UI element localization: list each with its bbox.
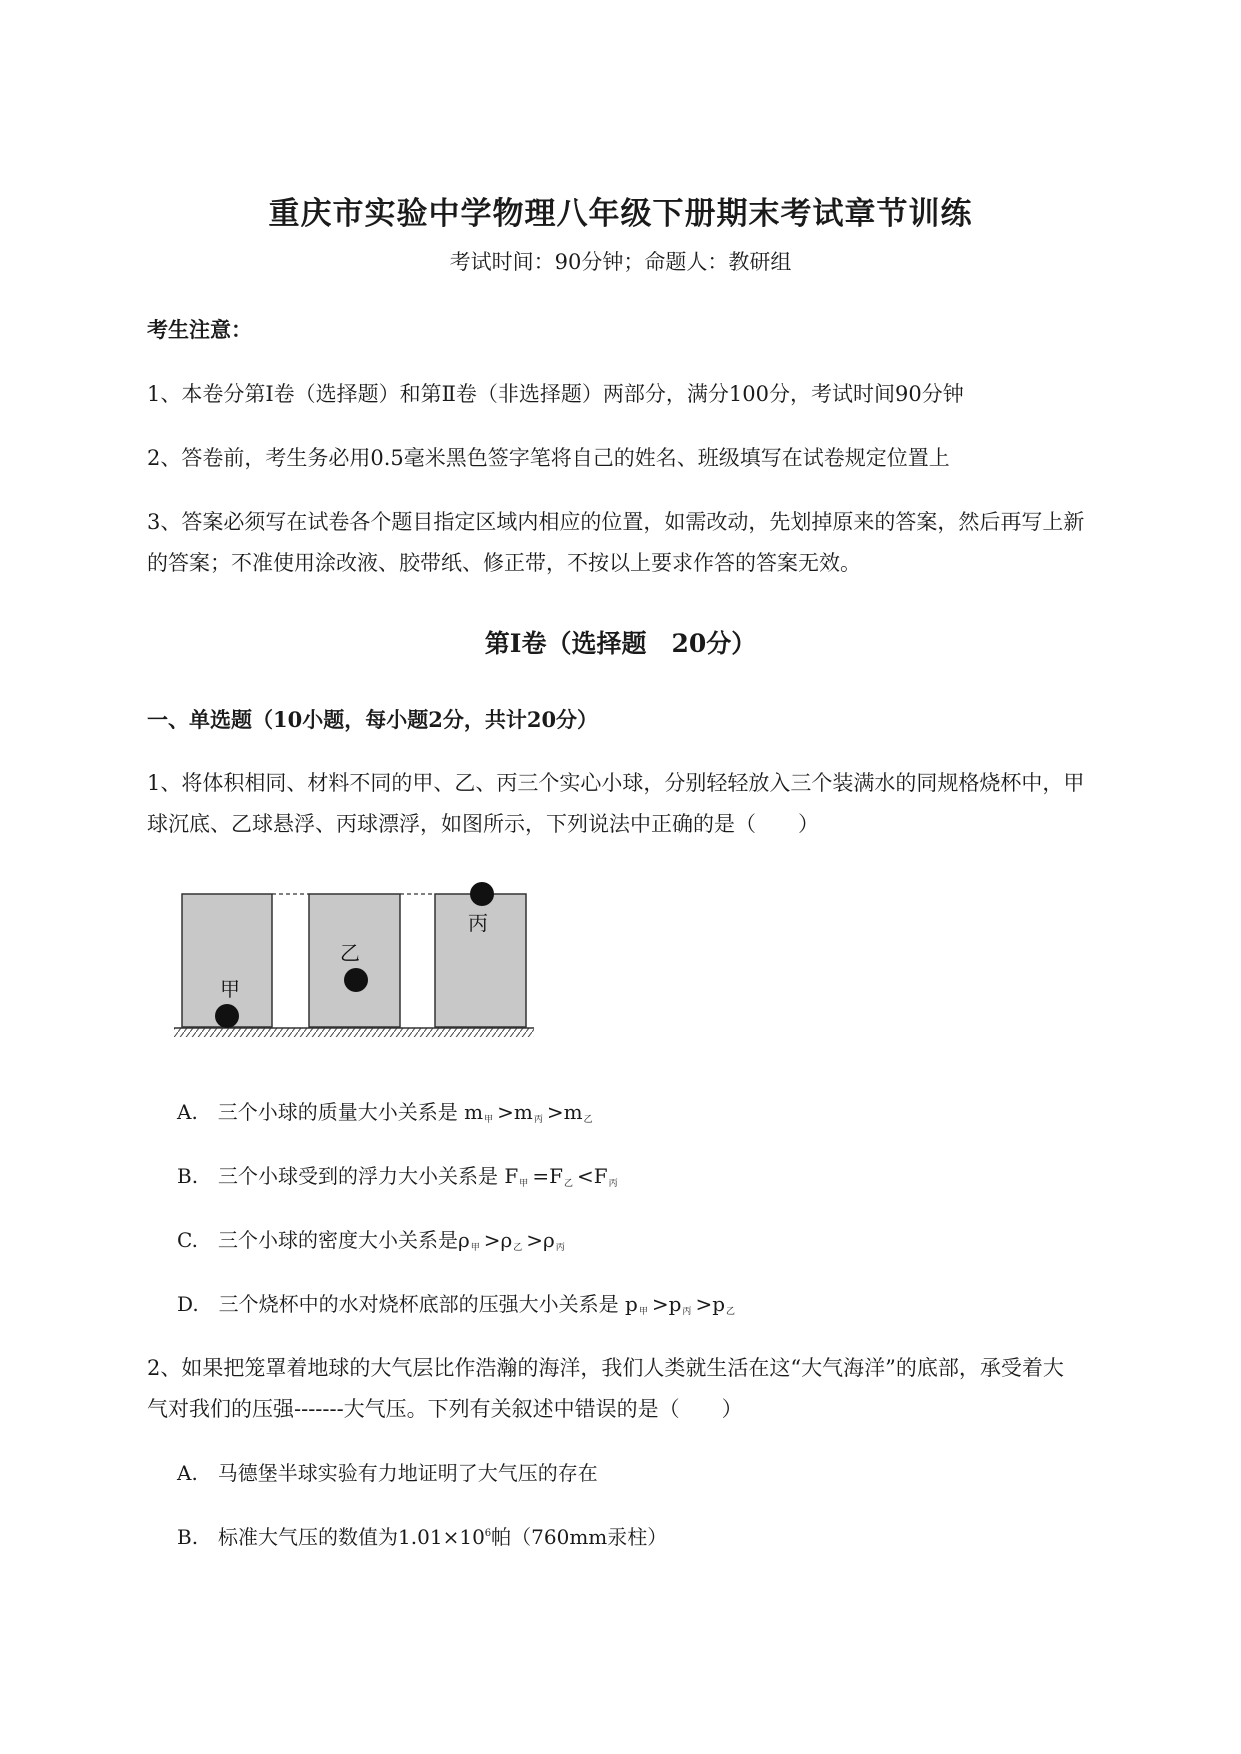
notice-item-1: 1、本卷分第I卷（选择题）和第Ⅱ卷（非选择题）两部分，满分100分，考试时间90分钟 xyxy=(147,382,964,406)
label-bing: 丙 xyxy=(468,911,488,935)
option-text: >m xyxy=(497,1100,533,1124)
ball-yi xyxy=(344,968,368,992)
subscript: 乙 xyxy=(583,1115,593,1125)
notice-heading: 考生注意： xyxy=(147,317,252,342)
section-title: 第I卷（选择题 20分） xyxy=(484,629,757,658)
option-text: >p xyxy=(695,1292,725,1316)
subscript: 乙 xyxy=(513,1243,523,1253)
option-text: >m xyxy=(546,1100,583,1124)
subscript: 乙 xyxy=(726,1307,736,1317)
subscript: 甲 xyxy=(470,1243,480,1253)
q1-option-b[interactable] xyxy=(177,1160,622,1189)
option-text: C. 三个小球的密度大小关系是ρ xyxy=(177,1228,470,1252)
option-text: >ρ xyxy=(483,1228,513,1252)
q1-option-d[interactable] xyxy=(177,1288,739,1317)
part-heading: 一、单选题（10小题，每小题2分，共计20分） xyxy=(147,707,599,732)
subscript: 甲 xyxy=(519,1179,529,1189)
option-text: >ρ xyxy=(526,1228,555,1252)
ball-jia xyxy=(215,1004,239,1028)
notice-item-2: 2、答卷前，考生务必用0.5毫米黑色签字笔将自己的姓名、班级填写在试卷规定位置上 xyxy=(147,446,950,470)
subscript: 甲 xyxy=(638,1307,648,1317)
notice-item-3-cont: 的答案；不准使用涂改液、胶带纸、修正带，不按以上要求作答的答案无效。 xyxy=(147,551,861,575)
option-text: A. 三个小球的质量大小关系是 m xyxy=(177,1100,484,1124)
q1-option-c[interactable] xyxy=(177,1224,569,1253)
option-text: =F xyxy=(532,1164,563,1188)
option-text: B. 三个小球受到的浮力大小关系是 F xyxy=(177,1164,519,1188)
question-1-line-2: 球沉底、乙球悬浮、丙球漂浮，如图所示，下列说法中正确的是（ ） xyxy=(147,812,819,836)
subscript: 甲 xyxy=(484,1115,494,1125)
subscript: 乙 xyxy=(563,1179,573,1189)
beakers-figure xyxy=(172,880,547,1055)
subscript: 丙 xyxy=(608,1179,618,1189)
label-yi: 乙 xyxy=(340,941,360,965)
question-1-line-1: 1、将体积相同、材料不同的甲、乙、丙三个实心小球，分别轻轻放入三个装满水的同规格烧杯中，甲 xyxy=(147,771,1085,795)
option-text: >p xyxy=(651,1292,682,1316)
option-text: D. 三个烧杯中的水对烧杯底部的压强大小关系是 p xyxy=(177,1292,638,1316)
question-2-line-2: 气对我们的压强-------大气压。下列有关叙述中错误的是（ ） xyxy=(147,1397,743,1421)
q2-option-b[interactable] xyxy=(177,1521,667,1550)
exam-info: 考试时间：90分钟；命题人：教研组 xyxy=(449,250,792,274)
label-jia: 甲 xyxy=(220,977,240,1001)
subscript: 丙 xyxy=(682,1307,692,1317)
subscript: 丙 xyxy=(555,1243,565,1253)
option-text: B. 标准大气压的数值为1.01×10 xyxy=(177,1525,485,1549)
page-title: 重庆市实验中学物理八年级下册期末考试章节训练 xyxy=(268,196,973,232)
q1-option-a[interactable] xyxy=(177,1096,597,1125)
ball-bing xyxy=(470,882,494,906)
subscript: 丙 xyxy=(533,1115,543,1125)
option-text: <F xyxy=(576,1164,608,1188)
option-text: 帕（760mm汞柱） xyxy=(491,1525,668,1549)
question-2-line-1: 2、如果把笼罩着地球的大气层比作浩瀚的海洋，我们人类就生活在这“大气海洋”的底部，承受着大 xyxy=(147,1356,1064,1380)
q2-option-a[interactable]: A. 马德堡半球实验有力地证明了大气压的存在 xyxy=(177,1461,598,1485)
notice-item-3: 3、答案必须写在试卷各个题目指定区域内相应的位置，如需改动，先划掉原来的答案，然后再写上新 xyxy=(147,510,1085,534)
ground-hatch xyxy=(174,1028,534,1037)
superscript: 6 xyxy=(484,1528,492,1539)
